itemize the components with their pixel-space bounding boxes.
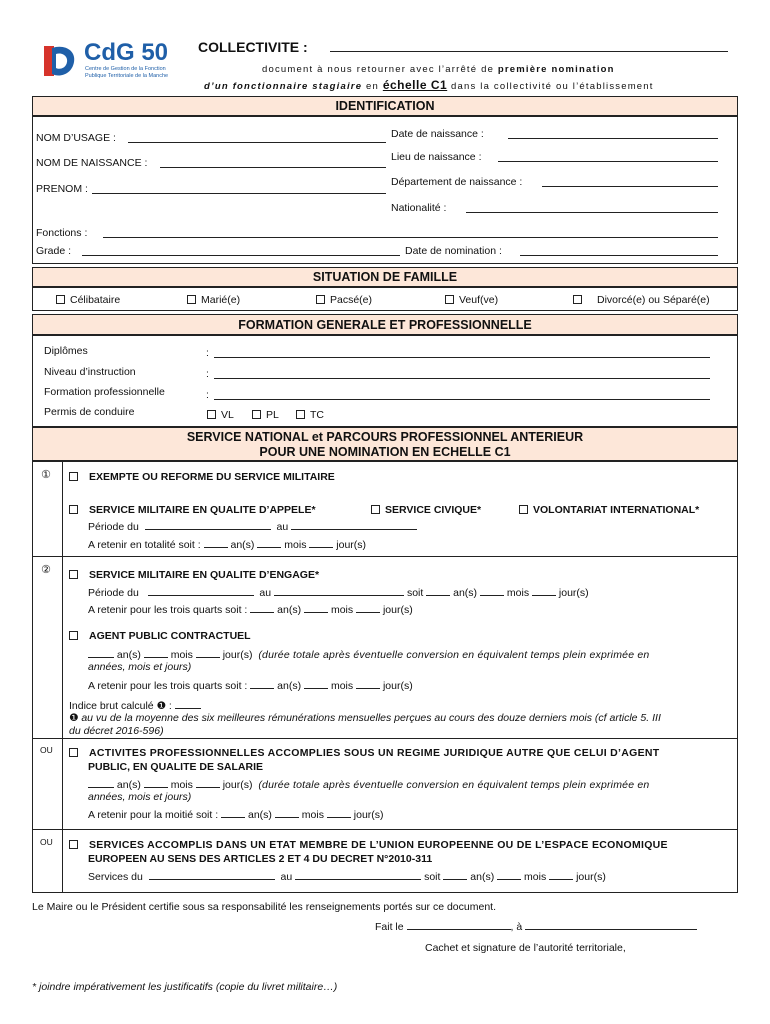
checkbox-icon: [56, 295, 65, 304]
date-naissance-label: Date de naissance :: [391, 128, 484, 140]
engage-periode-to[interactable]: [274, 586, 404, 596]
service-title-line2: POUR UNE NOMINATION EN ECHELLE C1: [259, 445, 511, 459]
certification-text: Le Maire ou le Président certifie sous sa responsabilité les renseignements portés sur ce document.: [32, 901, 496, 913]
prenom-label: PRENOM :: [36, 183, 88, 195]
engage-soit-mois[interactable]: [480, 586, 504, 596]
lieu-naissance-label: Lieu de naissance :: [391, 151, 482, 163]
service-column-divider: [62, 461, 63, 892]
permis-label: Permis de conduire: [44, 406, 135, 418]
contractuel-jours-field[interactable]: [196, 648, 220, 658]
nom-naissance-field[interactable]: [160, 158, 386, 168]
grade-field[interactable]: [82, 246, 400, 256]
civique-option[interactable]: SERVICE CIVIQUE*: [371, 504, 481, 516]
appele-periode-from[interactable]: [145, 520, 271, 530]
marker-1: ①: [41, 469, 51, 481]
logo-emblem-icon: [42, 42, 82, 82]
contractuel-mois-field[interactable]: [144, 648, 168, 658]
activites-line2: PUBLIC, EN QUALITE DE SALARIE: [88, 761, 264, 773]
diplomes-colon: :: [206, 347, 209, 359]
date-nomination-label: Date de nomination :: [405, 245, 502, 257]
collectivite-field[interactable]: [330, 42, 728, 52]
activites-mois-field[interactable]: [144, 778, 168, 788]
niveau-label: Niveau d’instruction: [44, 366, 136, 378]
activites-retenir: A retenir pour la moitié soit : an(s) mois jour(s): [88, 809, 384, 821]
appele-mois-field[interactable]: [257, 538, 281, 548]
checkbox-icon: [316, 295, 325, 304]
checkbox-icon: [69, 472, 78, 481]
appele-periode-to[interactable]: [291, 520, 417, 530]
grade-label: Grade :: [36, 245, 72, 257]
prenom-field[interactable]: [92, 184, 386, 194]
formation-pro-colon: :: [206, 389, 209, 401]
checkbox-icon: [69, 631, 78, 640]
famille-option-pacse[interactable]: Pacsé(e): [316, 294, 372, 306]
appele-jours-field[interactable]: [309, 538, 333, 548]
nom-usage-field[interactable]: [128, 133, 386, 143]
logo-line1: Centre de Gestion de la Fonction: [85, 66, 166, 72]
contractuel-ans-field[interactable]: [88, 648, 114, 658]
appele-retenir: A retenir en totalité soit : an(s) mois jour(s): [88, 539, 367, 551]
service-divider-2: [32, 738, 737, 739]
service-title-line1: SERVICE NATIONAL et PARCOURS PROFESSIONNEL ANTERIEUR: [186, 430, 584, 444]
ou-label-1: OU: [40, 745, 53, 755]
checkbox-icon: [69, 748, 78, 757]
contractuel-duree-note2: années, mois et jours): [88, 661, 192, 673]
engage-periode-from[interactable]: [148, 586, 254, 596]
identification-title: IDENTIFICATION: [32, 96, 738, 116]
contractuel-option[interactable]: AGENT PUBLIC CONTRACTUEL: [69, 630, 251, 642]
service-divider-1: [32, 556, 737, 557]
activites-ret-mois[interactable]: [275, 808, 299, 818]
activites-ret-jours[interactable]: [327, 808, 351, 818]
permis-tc[interactable]: TC: [296, 409, 324, 421]
checkbox-icon: [371, 505, 380, 514]
engage-periode: Période du au soit an(s) mois jour(s): [88, 587, 589, 599]
ue-services: Services du au soit an(s) mois jour(s): [88, 871, 606, 883]
formation-pro-label: Formation professionnelle: [44, 386, 165, 398]
contractuel-ret-jours[interactable]: [356, 679, 380, 689]
nationalite-label: Nationalité :: [391, 202, 447, 214]
departement-field[interactable]: [542, 177, 718, 187]
famille-option-celibataire[interactable]: Célibataire: [56, 294, 120, 306]
checkbox-icon: [296, 410, 305, 419]
engage-soit-ans[interactable]: [426, 586, 450, 596]
nom-usage-label: NOM D’USAGE :: [36, 132, 116, 144]
checkbox-icon: [69, 570, 78, 579]
engage-jours-field[interactable]: [356, 603, 380, 613]
famille-option-veuf[interactable]: Veuf(ve): [445, 294, 498, 306]
fonctions-label: Fonctions :: [36, 227, 88, 239]
ue-ans-field[interactable]: [443, 870, 467, 880]
date-nomination-field[interactable]: [520, 246, 718, 256]
contractuel-ret-ans[interactable]: [250, 679, 274, 689]
checkbox-icon: [207, 410, 216, 419]
engage-ans-field[interactable]: [250, 603, 274, 613]
doc-instruction-line2: d’un fonctionnaire stagiaire en échelle C1 dans la collectivité ou l’établissement: [204, 78, 654, 92]
footnote-justificatifs: * joindre impérativement les justificatifs (copie du livret militaire…): [32, 981, 338, 993]
doc-instruction-line1: document à nous retourner avec l’arrêté de première nomination: [262, 64, 615, 75]
fait-le-line: Fait le , à: [375, 920, 697, 933]
lieu-naissance-field[interactable]: [498, 152, 718, 162]
niveau-colon: :: [206, 368, 209, 380]
contractuel-retenir: A retenir pour les trois quarts soit : an(s) mois jour(s): [88, 680, 413, 692]
permis-vl[interactable]: VL: [207, 409, 234, 421]
formation-title: FORMATION GENERALE ET PROFESSIONNELLE: [32, 314, 738, 335]
formation-pro-field[interactable]: [214, 390, 710, 400]
famille-title: SITUATION DE FAMILLE: [32, 267, 738, 287]
fait-le-date-field[interactable]: [407, 920, 511, 930]
ue-to-field[interactable]: [295, 870, 421, 880]
cachet-signature-label: Cachet et signature de l’autorité territoriale,: [425, 942, 626, 954]
activites-jours-field[interactable]: [196, 778, 220, 788]
diplomes-label: Diplômes: [44, 345, 88, 357]
diplomes-field[interactable]: [214, 348, 710, 358]
activites-ret-ans[interactable]: [221, 808, 245, 818]
engage-soit-jours[interactable]: [532, 586, 556, 596]
contractuel-duree: an(s) mois jour(s) (durée totale après éventuelle conversion en équivalent temps plein exprimée en: [88, 648, 649, 661]
volontariat-option[interactable]: VOLONTARIAT INTERNATIONAL*: [519, 504, 699, 516]
cdg50-logo: [42, 39, 177, 82]
checkbox-icon: [519, 505, 528, 514]
famille-option-marie[interactable]: Marié(e): [187, 294, 240, 306]
service-divider-3: [32, 829, 737, 830]
marker-2: ②: [41, 564, 51, 576]
appele-option[interactable]: SERVICE MILITAIRE EN QUALITE D’APPELE*: [69, 504, 316, 516]
activites-option[interactable]: ACTIVITES PROFESSIONNELLES ACCOMPLIES SOUS UN REGIME JURIDIQUE AUTRE QUE CELUI D’AGENT: [69, 747, 660, 759]
fait-le-lieu-field[interactable]: [525, 920, 697, 930]
indice-brut-field[interactable]: [175, 699, 201, 709]
contractuel-ret-mois[interactable]: [304, 679, 328, 689]
checkbox-icon: [573, 295, 582, 304]
famille-option-divorce[interactable]: Divorcé(e) ou Séparé(e): [573, 294, 710, 306]
nom-naissance-label: NOM DE NAISSANCE :: [36, 157, 148, 169]
checkbox-icon: [69, 840, 78, 849]
engage-option[interactable]: SERVICE MILITAIRE EN QUALITE D’ENGAGE*: [69, 569, 319, 581]
engage-retenir: A retenir pour les trois quarts soit : an(s) mois jour(s): [88, 604, 413, 616]
checkbox-icon: [445, 295, 454, 304]
nationalite-field[interactable]: [466, 203, 718, 213]
indice-brut: Indice brut calculé ❶ :: [69, 699, 201, 712]
ue-option[interactable]: SERVICES ACCOMPLIS DANS UN ETAT MEMBRE DE L’UNION EUROPEENNE OU DE L’ESPACE ECONOMIQUE: [69, 839, 668, 851]
activites-duree: an(s) mois jour(s) (durée totale après éventuelle conversion en équivalent temps plein exprimée en: [88, 778, 649, 791]
permis-pl[interactable]: PL: [252, 409, 279, 421]
appele-ans-field[interactable]: [204, 538, 228, 548]
collectivite-label: COLLECTIVITE :: [198, 39, 308, 55]
ue-line2: EUROPEEN AU SENS DES ARTICLES 2 ET 4 DU DECRET N°2010-311: [88, 853, 433, 865]
ue-jours-field[interactable]: [549, 870, 573, 880]
checkbox-icon: [252, 410, 261, 419]
ou-label-2: OU: [40, 837, 53, 847]
departement-label: Département de naissance :: [391, 176, 523, 188]
exempte-option[interactable]: EXEMPTE OU REFORME DU SERVICE MILITAIRE: [69, 471, 335, 483]
indice-note-line2: du décret 2016-596): [69, 725, 164, 737]
niveau-field[interactable]: [214, 369, 710, 379]
service-title: [32, 427, 738, 461]
checkbox-icon: [187, 295, 196, 304]
fonctions-field[interactable]: [103, 228, 718, 238]
activites-duree-note2: années, mois et jours): [88, 791, 192, 803]
ue-from-field[interactable]: [149, 870, 275, 880]
checkbox-icon: [69, 505, 78, 514]
appele-periode: Période du au: [88, 520, 417, 533]
engage-mois-field[interactable]: [304, 603, 328, 613]
ue-mois-field[interactable]: [497, 870, 521, 880]
activites-ans-field[interactable]: [88, 778, 114, 788]
logo-name: CdG 50: [84, 39, 169, 66]
indice-note-line1: ❶ au vu de la moyenne des six meilleures rémunérations mensuelles perçues au cours des douze derniers mois (cf article 5. III: [69, 712, 661, 724]
logo-line2: Publique Territoriale de la Manche: [85, 73, 169, 79]
date-naissance-field[interactable]: [508, 129, 718, 139]
